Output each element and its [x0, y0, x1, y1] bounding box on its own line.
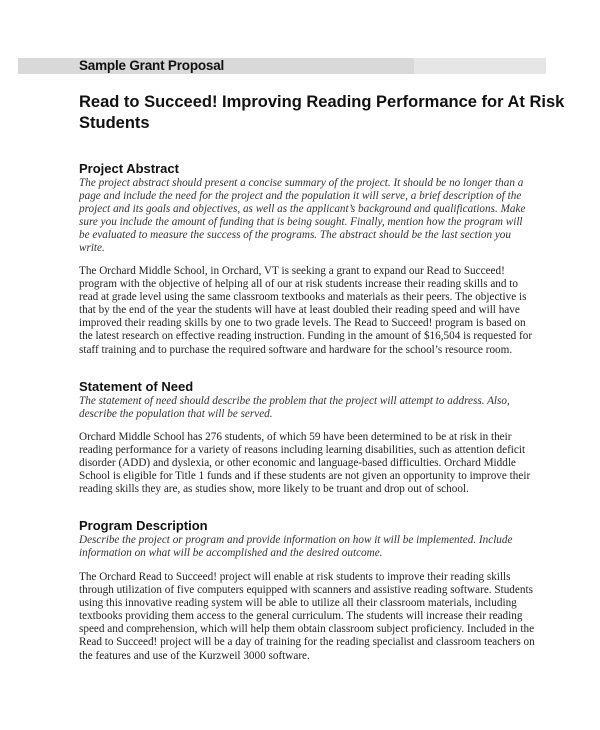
instruction-line: project and its goals and objectives, as well as the applicant’s background and qualifications. Make: [79, 203, 526, 216]
body-line: improved their reading skills by one to two grade levels. The Read to Succeed! program is based on: [79, 317, 526, 330]
header-title: Sample Grant Proposal: [79, 58, 225, 73]
body-line: reading performance for a variety of reasons including learning disabilities, such as attention deficit: [79, 444, 526, 457]
instruction-line: information on what will be accomplished and the desired outcome.: [79, 547, 383, 560]
instruction-line: write.: [79, 242, 105, 255]
instruction-line: describe the population that will be served.: [79, 408, 273, 421]
instruction-line: be evaluated to measure the success of the programs. The abstract should be the last section you: [79, 229, 511, 242]
need-instructions: [79, 395, 549, 421]
body-line: Read to Succeed! project will be a day of training for the reading specialist and classroom teachers on: [79, 636, 535, 649]
document-title-line: Students: [79, 114, 150, 132]
instruction-line: Describe the project or program and provide information on how it will be implemented. Include: [79, 534, 513, 546]
body-line: Orchard Middle School has 276 students, of which 59 have been determined to be at risk in their: [79, 431, 512, 443]
body-line: disorder (ADD) and dyslexia, or other economic and language-based difficulties. Orchard Middle: [79, 457, 516, 470]
need-heading: Statement of Need: [79, 379, 194, 394]
body-line: reading skills they are, as studies show, more likely to be truant and drop out of school.: [79, 483, 469, 496]
body-line: that by the end of the year the students will have at least doubled their reading speed and will have: [79, 304, 520, 317]
description-heading: Program Description: [79, 518, 208, 533]
abstract-heading: Project Abstract: [79, 161, 179, 176]
body-line: The Orchard Middle School, in Orchard, VT is seeking a grant to expand our Read to Succeed!: [79, 265, 505, 277]
description-instructions: [79, 534, 549, 560]
body-line: The Orchard Read to Succeed! project will enable at risk students to improve their reading skills: [79, 571, 511, 583]
instruction-line: page and include the need for the project and the population it will serve, a brief description of the: [79, 190, 522, 203]
document-title: [79, 92, 565, 134]
abstract-body: [79, 265, 549, 357]
body-line: program with the objective of helping all of our at risk students increase their reading skills and to: [79, 278, 518, 291]
instruction-line: The statement of need should describe the problem that the project will attempt to address. Also,: [79, 395, 510, 407]
body-line: speed and comprehension, which will help them obtain classroom subject proficiency. Included in the: [79, 623, 535, 636]
body-line: the latest research on effective reading instruction. Funding in the amount of $16,504 is requested for: [79, 330, 533, 343]
header-bar-shade: [414, 58, 546, 74]
instruction-line: The project abstract should present a concise summary of the project. It should be no longer than a: [79, 177, 524, 189]
abstract-instructions: [79, 177, 549, 256]
instruction-line: sure you include the amount of funding that is being sought. Finally, mention how the program will: [79, 216, 523, 229]
description-body: [79, 571, 549, 663]
body-line: using this innovative reading system will be able to utilize all their classroom materials, including: [79, 597, 517, 610]
body-line: read at grade level using the same classroom textbooks and materials as their peers. The objective is: [79, 291, 527, 304]
body-line: through utilization of five computers equipped with scanners and assistive reading software. Students: [79, 584, 533, 597]
body-line: staff training and to purchase the required software and hardware for the school’s resource room.: [79, 343, 513, 356]
body-line: the features and use of the Kurzweil 3000 software.: [79, 649, 310, 662]
need-body: [79, 431, 549, 496]
body-line: textbooks providing them access to the general curriculum. The students will increase their reading: [79, 610, 523, 623]
document-title-line: Read to Succeed! Improving Reading Performance for At Risk: [79, 93, 565, 111]
body-line: School is eligible for Title 1 funds and if these students are not given an opportunity to improve their: [79, 470, 531, 483]
